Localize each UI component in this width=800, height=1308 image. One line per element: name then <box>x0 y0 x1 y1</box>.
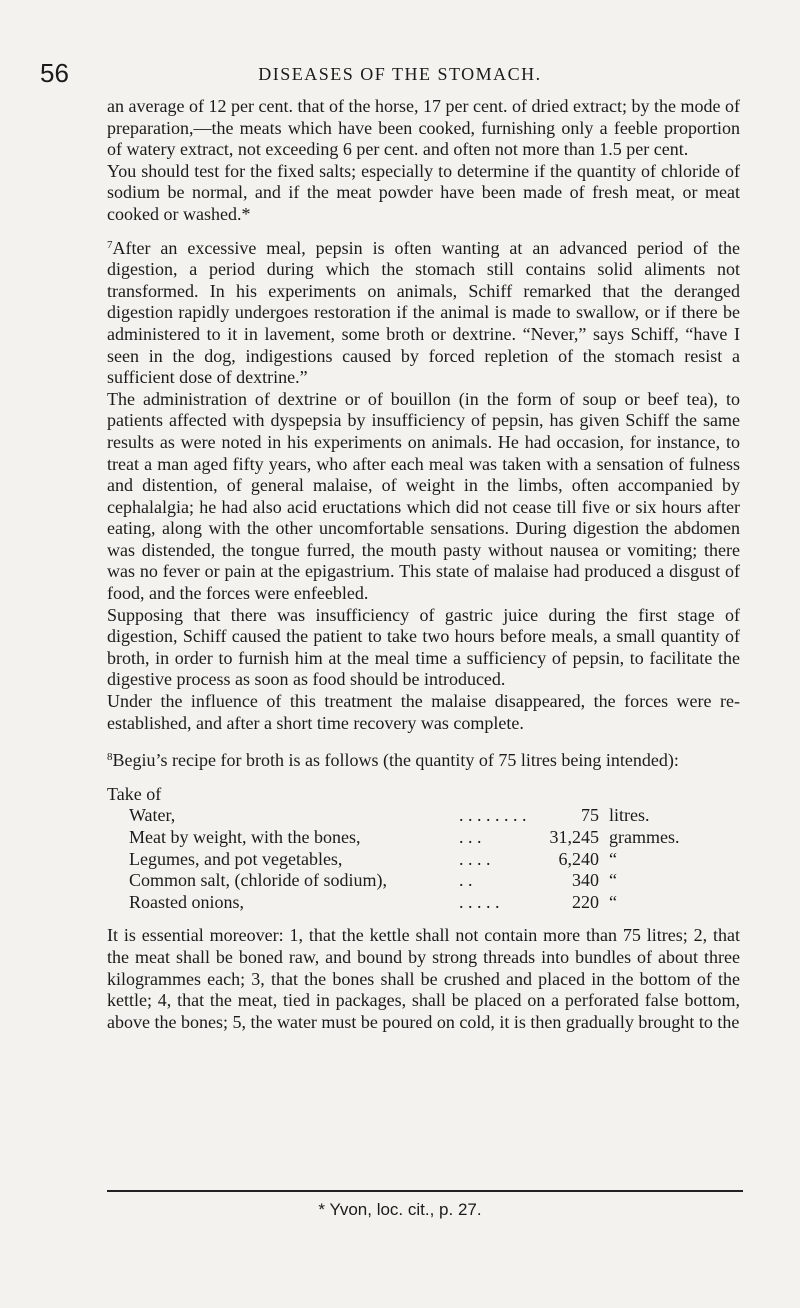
body-text <box>107 96 740 1033</box>
recipe-unit: “ <box>609 891 617 912</box>
paragraph: The administration of dextrine or of bouillon (in the form of soup or beef tea), to patients affected with dyspepsia by insufficiency of pepsin, has given Schiff the same results as were noted in his experiments on animals. He had occasion, for instance, to treat a man aged fifty years, who after each meal was taken with a sensation of fulness and distention, of general malaise, of weight in the limbs, often accompanied by cephalalgia; he had also acid eructations which did not cease till five or six hours after eating, along with the other uncomfortable sensations. During digestion the abdomen was distended, the tongue furred, the mouth pasty without nausea or vomiting; there was no fever or pain at the epigastrium. This state of malaise had produced a disgust of food, and the forces were enfeebled. <box>107 388 740 604</box>
recipe-table <box>129 805 749 913</box>
recipe-quantity: 75 <box>581 805 599 826</box>
footnote: * Yvon, loc. cit., p. 27. <box>318 1200 482 1219</box>
footnote-mark: 8 <box>107 751 113 764</box>
paragraph-text: After an excessive meal, pepsin is often wanting at an advanced period of the digestion, a period during which the stomach still contains solid aliments not transformed. In his experiments on animals, Schiff remarked that the deranged digestion rapidly undergoes restoration if the animal is made to swallow, or if there be administered to it in lavement, some broth or dextrine. “Never,” says Schiff, “have I seen in the dog, indigestions caused by forced repletion of the stomach resist a sufficient dose of dextrine.” <box>107 237 740 388</box>
paragraph: an average of 12 per cent. that of the horse, 17 per cent. of dried extract; by the mode of preparation,—the meats which have been cooked, furnishing only a feeble proportion of watery extract, not exceeding 6 per cent. and often not more than 1.5 per cent. <box>107 96 740 160</box>
recipe-unit: litres. <box>609 805 650 826</box>
recipe-quantity: 340 <box>572 870 599 891</box>
recipe-item: Water, <box>129 805 176 826</box>
recipe-unit: “ <box>609 848 617 869</box>
paragraph: Under the influence of this treatment the malaise disappeared, the forces were re-established, and after a short time recovery was complete. <box>107 691 740 733</box>
paragraph: Supposing that there was insufficiency of gastric juice during the first stage of digestion, Schiff caused the patient to take two hours before meals, a small quantity of broth, in order to furnish him at the meal time a sufficiency of pepsin, to facilitate the digestive process as soon as food should be introduced. <box>107 604 740 690</box>
recipe-row <box>129 827 749 849</box>
leader-dots: . . . <box>459 827 482 847</box>
page-number: 56 <box>40 58 69 88</box>
recipe-item: Legumes, and pot vegetables, <box>129 848 343 869</box>
leader-dots: . . . . . <box>459 891 500 912</box>
paragraph: You should test for the fixed salts; especially to determine if the quantity of chloride of sodium be normal, and if the meat powder have been made of fresh meat, or meat cooked or washed.* <box>107 160 740 224</box>
recipe-row <box>129 870 749 892</box>
footnote-mark: 7 <box>107 238 113 251</box>
paragraph <box>107 238 740 389</box>
recipe-quantity: 31,245 <box>549 827 599 847</box>
leader-dots: . . . . <box>459 848 491 869</box>
recipe-quantity: 220 <box>572 891 599 912</box>
page-header <box>40 58 760 88</box>
recipe-item: Meat by weight, with the bones, <box>129 827 361 847</box>
recipe-row <box>129 892 749 914</box>
running-head: DISEASES OF THE STOMACH. <box>258 64 542 84</box>
recipe-unit: “ <box>609 870 617 891</box>
recipe-intro: Take of <box>107 783 162 804</box>
paragraph <box>107 750 740 772</box>
leader-dots: . . . . . . . . <box>459 805 527 826</box>
paragraph-text: Begiu’s recipe for broth is as follows (the quantity of 75 litres being intended): <box>112 750 679 771</box>
recipe-quantity: 6,240 <box>558 848 599 869</box>
recipe-unit: grammes. <box>609 827 680 847</box>
paragraph: It is essential moreover: 1, that the kettle shall not contain more than 75 litres; 2, that the meat shall be boned raw, and bound by strong threads into bundles of about three kilogrammes each; 3, that the bones shall be crushed and placed in the bottom of the kettle; 4, that the meat, tied in packages, shall be placed on a perforated false bottom, above the bones; 5, the water must be poured on cold, it is then gradually brought to the <box>107 925 740 1032</box>
leader-dots: . . <box>459 870 473 891</box>
recipe-row <box>129 849 749 871</box>
footnote-rule <box>107 1190 743 1192</box>
recipe-item: Roasted onions, <box>129 891 244 912</box>
recipe-item: Common salt, (chloride of sodium), <box>129 870 387 891</box>
recipe-row <box>129 805 749 827</box>
